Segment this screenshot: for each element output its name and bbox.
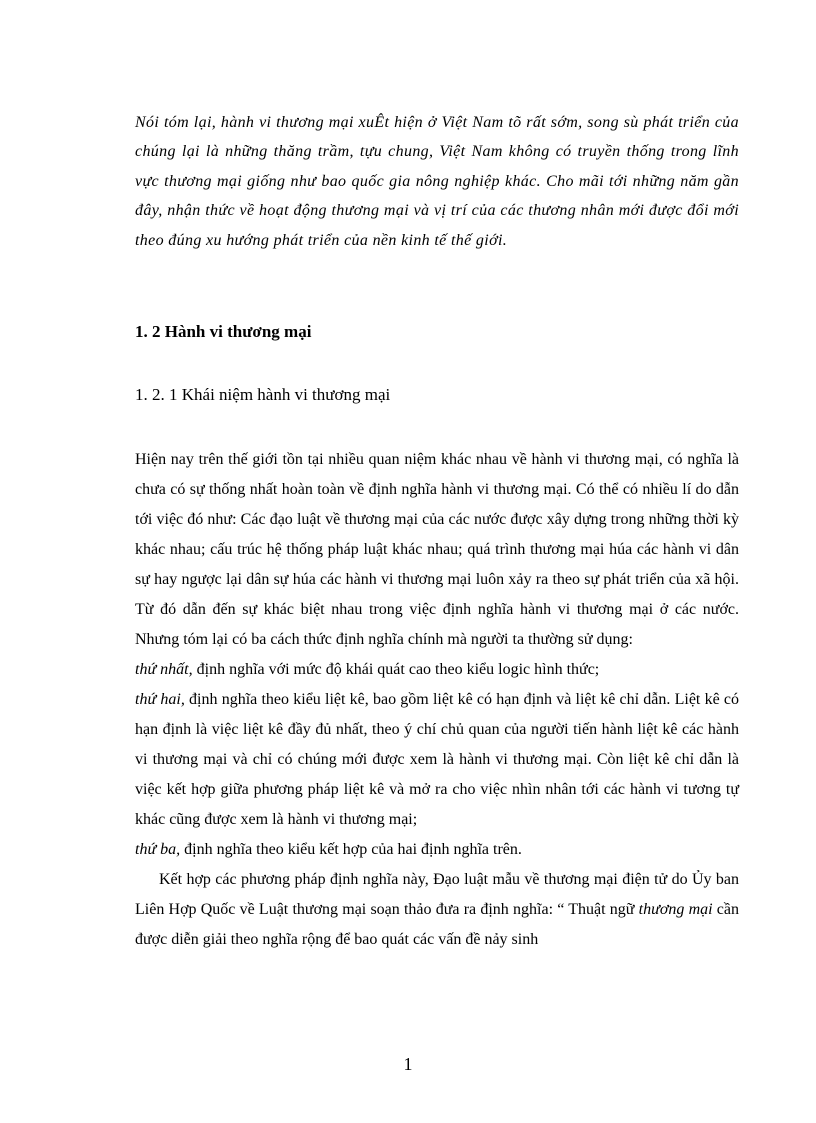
list-item-first-text: định nghĩa với mức độ khái quát cao theo kiểu logic hình thức; — [192, 661, 600, 678]
list-item-third — [135, 835, 739, 865]
paragraph-model-law-start: Kết hợp các phương pháp định nghĩa này, Đạo luật mẫu về thương mại điện tử do Ủy ban Liên Hợp Quốc về Luật thương mại soạn thảo đưa ra định nghĩa: “ Thuật ngữ — [135, 871, 739, 918]
list-item-third-lead: thứ ba, — [135, 841, 181, 858]
list-item-first — [135, 655, 739, 685]
paragraph-model-law-end: cần được diễn giải theo nghĩa rộng để bao quát các vấn đề nảy sinh — [135, 901, 739, 948]
list-item-third-text: định nghĩa theo kiểu kết hợp của hai định nghĩa trên. — [180, 841, 522, 858]
body-text — [135, 445, 739, 955]
section-heading-1-2: 1. 2 Hành vi thương mại — [135, 322, 312, 341]
list-item-second-lead: thứ hai, — [135, 691, 185, 708]
list-item-second — [135, 685, 739, 835]
list-item-first-lead: thứ nhất, — [135, 661, 193, 678]
list-item-second-text: định nghĩa theo kiểu liệt kê, bao gồm liệt kê có hạn định và liệt kê chỉ dẫn. Liệt kê có hạn định là việc liệt kê đầy đủ nhất, theo ý chí chủ quan của người tiến hành liệt kê các hành vi thương mại và chỉ có chúng mới được xem là hành vi thương mại. Còn liệt kê chỉ dẫn là việc kết hợp giữa phương pháp liệt kê và mở ra cho việc nhìn nhân tới các hành vi tương tự khác cũng được xem là hành vi thương mại; — [135, 691, 739, 828]
paragraph-model-law-term: thương mại — [638, 901, 713, 918]
page-number: 1 — [403, 1054, 413, 1074]
paragraph-model-law — [135, 865, 739, 955]
subsection-heading-1-2-1: 1. 2. 1 Khái niệm hành vi thương mại — [135, 385, 391, 404]
paragraph-definitions: Hiện nay trên thế giới tồn tại nhiều quan niệm khác nhau về hành vi thương mại, có nghĩa là chưa có sự thống nhất hoàn toàn về định nghĩa hành vi thương mại. Có thể có nhiều lí do dẫn tới việc đó như: Các đạo luật về thương mại của các nước được xây dựng trong những thời kỳ khác nhau; cấu trúc hệ thống pháp luật khác nhau; quá trình thương mại húa các hành vi dân sự hay ngược lại dân sự húa các hành vi thương mại luôn xảy ra theo sự phát triển của xã hội. Từ đó dẫn đến sự khác biệt nhau trong việc định nghĩa hành vi thương mại ở các nước. Nhưng tóm lại có ba cách thức định nghĩa chính mà người ta thường sử dụng: — [135, 451, 739, 648]
intro-paragraph: Nói tóm lại, hành vi thương mại xuÊt hiện ở Việt Nam tõ rất sớm, song sù phát triển của chúng lại là những thăng trầm, tựu chung, Việt Nam không có truyền thống trong lĩnh vực thương mại giống như bao quốc gia nông nghiệp khác. Cho mãi tới những năm gần đây, nhận thức về hoạt động thương mại và vị trí của các thương nhân mới được đổi mới theo đúng xu hướng phát triển của nền kinh tế thế giới. — [135, 114, 739, 249]
